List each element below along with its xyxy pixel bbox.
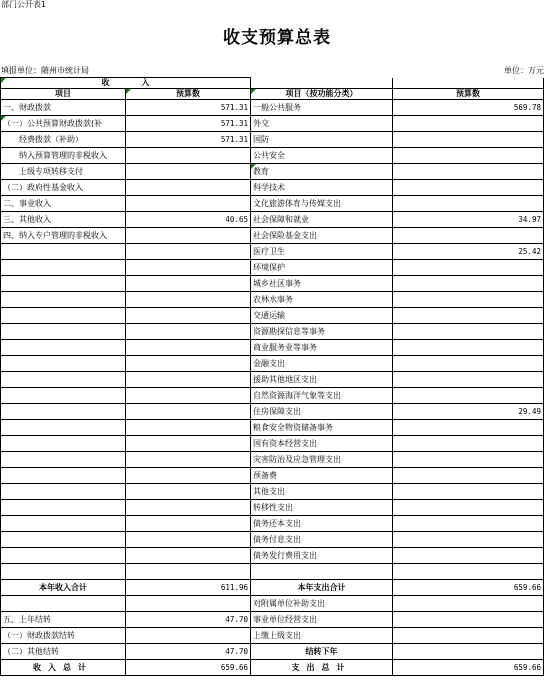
income-item xyxy=(1,436,126,452)
expense-item: 转移性支出 xyxy=(251,500,393,516)
income-amount xyxy=(126,356,251,372)
expense-item: 公共安全 xyxy=(251,148,393,164)
income-amount xyxy=(126,452,251,468)
expense-item: 教育 xyxy=(251,164,393,180)
table-row xyxy=(1,436,544,452)
income-item xyxy=(1,292,126,308)
table-row xyxy=(1,452,544,468)
table-row xyxy=(1,180,544,196)
income-amount xyxy=(126,628,251,644)
expense-item: 事业单位经营支出 xyxy=(251,612,393,628)
expense-item: 金融支出 xyxy=(251,356,393,372)
table-row xyxy=(1,404,544,420)
budget-header: 预算数 xyxy=(126,89,251,100)
income-item: 三、其他收入 xyxy=(1,212,126,228)
expense-amount xyxy=(393,340,544,356)
expense-item: 城乡社区事务 xyxy=(251,276,393,292)
table-row xyxy=(1,516,544,532)
expense-item: 结转下年 xyxy=(251,644,393,660)
income-amount xyxy=(126,148,251,164)
income-item xyxy=(1,308,126,324)
income-item xyxy=(1,372,126,388)
item-header: 项目 xyxy=(1,89,126,100)
income-amount xyxy=(126,420,251,436)
expense-item: 交通运输 xyxy=(251,308,393,324)
expense-amount xyxy=(393,148,544,164)
table-row xyxy=(1,116,544,132)
income-item xyxy=(1,532,126,548)
expense-amount xyxy=(393,436,544,452)
expense-total: 659.66 xyxy=(393,580,544,596)
table-row xyxy=(1,196,544,212)
income-amount xyxy=(126,532,251,548)
income-amount xyxy=(126,276,251,292)
income-amount xyxy=(126,340,251,356)
income-item xyxy=(1,276,126,292)
expense-item: 环境保护 xyxy=(251,260,393,276)
expense-item: 商业服务业等事务 xyxy=(251,340,393,356)
table-row xyxy=(1,276,544,292)
budget-summary-table xyxy=(0,77,544,676)
table-row xyxy=(1,468,544,484)
table-row xyxy=(1,420,544,436)
expense-amount xyxy=(393,308,544,324)
income-amount xyxy=(126,196,251,212)
income-item: （一）财政拨款结转 xyxy=(1,628,126,644)
income-item xyxy=(1,564,126,580)
expense-item: 预备费 xyxy=(251,468,393,484)
header-row xyxy=(1,89,544,100)
income-amount xyxy=(126,468,251,484)
income-amount xyxy=(126,388,251,404)
expense-item: 债务还本支出 xyxy=(251,516,393,532)
income-item: 一、财政拨款 xyxy=(1,100,126,116)
income-amount xyxy=(126,564,251,580)
income-amount: 47.70 xyxy=(126,612,251,628)
reporting-unit: 填报单位：随州市统计局 xyxy=(1,66,89,75)
income-grand-total: 659.66 xyxy=(126,660,251,676)
income-amount xyxy=(126,308,251,324)
expense-amount xyxy=(393,324,544,340)
income-amount xyxy=(126,500,251,516)
income-item xyxy=(1,404,126,420)
expense-amount xyxy=(393,532,544,548)
table-row xyxy=(1,612,544,628)
income-item xyxy=(1,388,126,404)
income-item xyxy=(1,548,126,564)
income-item xyxy=(1,420,126,436)
expense-amount xyxy=(393,356,544,372)
income-amount: 40.65 xyxy=(126,212,251,228)
expense-item: 社会保障和就业 xyxy=(251,212,393,228)
expense-item: 国有资本经营支出 xyxy=(251,436,393,452)
expense-item: 文化旅游体育与传媒支出 xyxy=(251,196,393,212)
expense-item: 对附属单位补助支出 xyxy=(251,596,393,612)
expense-item: 社会保险基金支出 xyxy=(251,228,393,244)
expense-item: 债务付息支出 xyxy=(251,532,393,548)
income-amount xyxy=(126,324,251,340)
expense-item: 自然资源海洋气象等支出 xyxy=(251,388,393,404)
expense-item: 国防 xyxy=(251,132,393,148)
expense-amount: 29.49 xyxy=(393,404,544,420)
expense-amount xyxy=(393,292,544,308)
table-row xyxy=(1,356,544,372)
expense-amount xyxy=(393,372,544,388)
income-item: 纳入预算管理的非税收入 xyxy=(1,148,126,164)
expense-amount xyxy=(393,196,544,212)
table-row xyxy=(1,228,544,244)
income-amount xyxy=(126,484,251,500)
income-header: 收 入 xyxy=(1,78,251,89)
table-row xyxy=(1,148,544,164)
income-item xyxy=(1,484,126,500)
table-row xyxy=(1,292,544,308)
expense-item: 援助其他地区支出 xyxy=(251,372,393,388)
table-row xyxy=(1,596,544,612)
income-item xyxy=(1,340,126,356)
table-row xyxy=(1,212,544,228)
table-row xyxy=(1,260,544,276)
expense-amount xyxy=(393,452,544,468)
income-amount: 571.31 xyxy=(126,132,251,148)
table-row xyxy=(1,308,544,324)
income-amount xyxy=(126,260,251,276)
income-item xyxy=(1,596,126,612)
expense-item: 粮食安全物资储备事务 xyxy=(251,420,393,436)
table-row xyxy=(1,628,544,644)
income-total-label: 本年收入合计 xyxy=(1,580,126,596)
budget-header-2: 预算数 xyxy=(393,89,544,100)
expense-amount xyxy=(393,132,544,148)
table-row xyxy=(1,500,544,516)
table-row xyxy=(1,548,544,564)
income-item xyxy=(1,260,126,276)
expense-item: 上缴上级支出 xyxy=(251,628,393,644)
expense-amount xyxy=(393,644,544,660)
expense-item: 资源勘探信息等事务 xyxy=(251,324,393,340)
income-amount: 571.31 xyxy=(126,116,251,132)
income-item xyxy=(1,516,126,532)
income-item xyxy=(1,452,126,468)
expense-amount: 34.97 xyxy=(393,212,544,228)
expense-amount xyxy=(393,180,544,196)
table-row xyxy=(1,132,544,148)
table-row xyxy=(1,324,544,340)
expense-amount: 25.42 xyxy=(393,244,544,260)
income-item: 上级专项转移支付 xyxy=(1,164,126,180)
item-by-function-header: 项目（按功能分类） xyxy=(251,89,393,100)
table-row xyxy=(1,644,544,660)
header-row-income xyxy=(1,78,544,89)
expense-amount: 569.78 xyxy=(393,100,544,116)
income-item: 四、纳入专户管理的非税收入 xyxy=(1,228,126,244)
income-amount xyxy=(126,180,251,196)
table-row xyxy=(1,388,544,404)
income-item xyxy=(1,324,126,340)
income-amount xyxy=(126,228,251,244)
expense-amount xyxy=(393,596,544,612)
income-grand-total-label: 收入总计 xyxy=(1,660,126,676)
income-amount xyxy=(126,404,251,420)
expense-amount xyxy=(393,388,544,404)
expense-item: 医疗卫生 xyxy=(251,244,393,260)
expense-amount xyxy=(393,516,544,532)
expense-amount xyxy=(393,548,544,564)
table-row xyxy=(1,372,544,388)
income-item xyxy=(1,244,126,260)
income-item: （二）其他结转 xyxy=(1,644,126,660)
grand-total-row xyxy=(1,660,544,676)
income-item xyxy=(1,468,126,484)
expense-item: 住房保障支出 xyxy=(251,404,393,420)
income-item: （二）政府性基金收入 xyxy=(1,180,126,196)
expense-grand-total-label: 支出总计 xyxy=(251,660,393,676)
income-amount xyxy=(126,244,251,260)
expense-amount xyxy=(393,500,544,516)
income-amount xyxy=(126,436,251,452)
expense-amount xyxy=(393,468,544,484)
expense-total-label: 本年支出合计 xyxy=(251,580,393,596)
income-amount xyxy=(126,516,251,532)
income-amount xyxy=(126,372,251,388)
expense-amount xyxy=(393,164,544,180)
table-row xyxy=(1,484,544,500)
expense-item: 科学技术 xyxy=(251,180,393,196)
expense-grand-total: 659.66 xyxy=(393,660,544,676)
income-amount: 47.70 xyxy=(126,644,251,660)
expense-amount xyxy=(393,276,544,292)
expense-item: 农林水事务 xyxy=(251,292,393,308)
table-row xyxy=(1,100,544,116)
income-item xyxy=(1,356,126,372)
table-row xyxy=(1,340,544,356)
expense-amount xyxy=(393,612,544,628)
expense-item xyxy=(251,564,393,580)
expense-item: 外交 xyxy=(251,116,393,132)
unit-label: 单位：万元 xyxy=(504,66,544,75)
income-amount xyxy=(126,164,251,180)
income-item xyxy=(1,500,126,516)
header-blank xyxy=(251,78,393,89)
expense-item: 其他支出 xyxy=(251,484,393,500)
sheet-label: 部门公开表1 xyxy=(1,0,47,9)
expense-item: 债务发行费用支出 xyxy=(251,548,393,564)
income-item: （一）公共预算财政拨款(补 xyxy=(1,116,126,132)
expense-amount xyxy=(393,420,544,436)
income-total: 611.96 xyxy=(126,580,251,596)
expense-amount xyxy=(393,116,544,132)
income-amount xyxy=(126,292,251,308)
table-row xyxy=(1,164,544,180)
totals-row xyxy=(1,580,544,596)
expense-item: 灾害防治及应急管理支出 xyxy=(251,452,393,468)
header-blank-2 xyxy=(393,78,544,89)
income-item: 经费拨款（补助） xyxy=(1,132,126,148)
table-row xyxy=(1,244,544,260)
income-amount xyxy=(126,596,251,612)
income-item: 二、事业收入 xyxy=(1,196,126,212)
table-row xyxy=(1,564,544,580)
expense-amount xyxy=(393,484,544,500)
expense-amount xyxy=(393,260,544,276)
expense-item: 一般公共服务 xyxy=(251,100,393,116)
page-title: 收支预算总表 xyxy=(223,28,331,48)
income-amount: 571.31 xyxy=(126,100,251,116)
expense-amount xyxy=(393,228,544,244)
expense-amount xyxy=(393,564,544,580)
income-item: 五、上年结转 xyxy=(1,612,126,628)
table-row xyxy=(1,532,544,548)
income-amount xyxy=(126,548,251,564)
expense-amount xyxy=(393,628,544,644)
